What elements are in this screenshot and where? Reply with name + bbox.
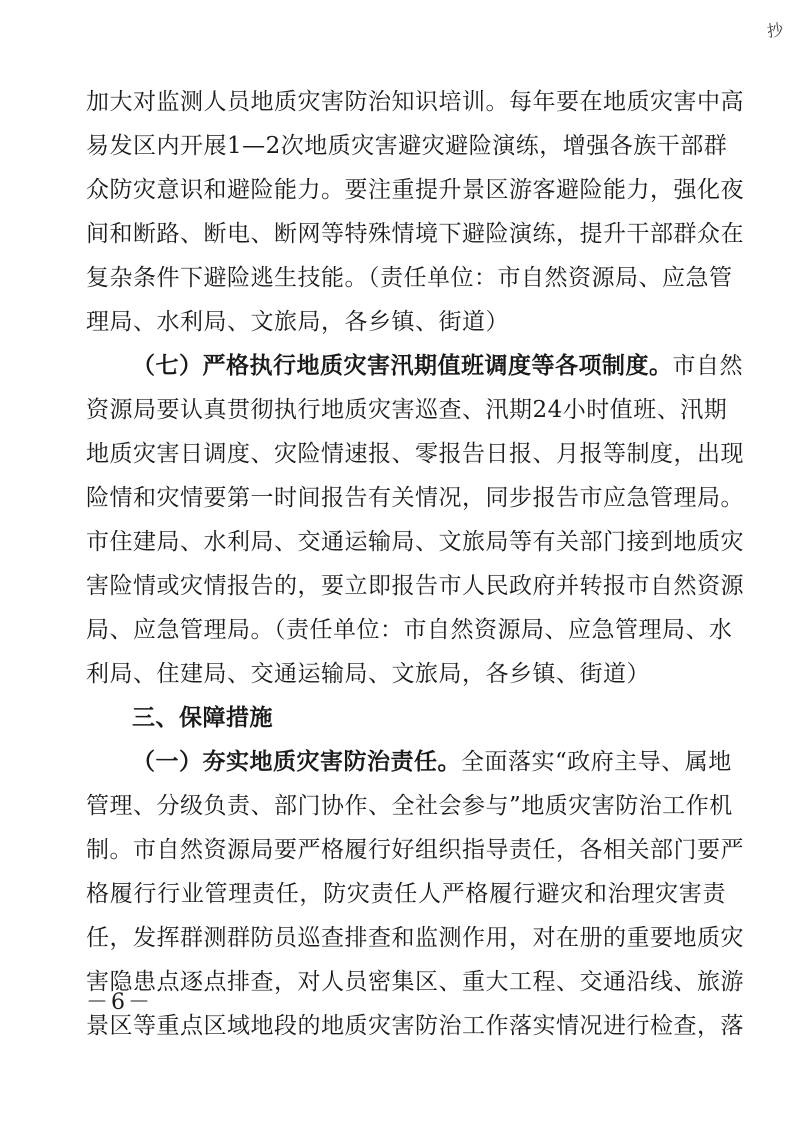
- paragraph-line: 间和断路、断电、断网等特殊情境下避险演练，提升干部群众在: [86, 221, 744, 247]
- handwritten-mark: 抄: [765, 19, 785, 42]
- paragraph-line: 市住建局、水利局、交通运输局、文旅局等有关部门接到地质灾: [86, 529, 744, 555]
- paragraph-line: 任，发挥群测群防员巡查排查和监测作用，对在册的重要地质灾: [86, 925, 744, 951]
- paragraph-line: 格履行行业管理责任，防灾责任人严格履行避灾和治理灾害责: [86, 881, 726, 907]
- paragraph-line: 资源局要认真贯彻执行地质灾害巡查、汛期24小时值班、汛期: [86, 397, 728, 423]
- paragraph-line: 害险情或灾情报告的，要立即报告市人民政府并转报市自然资源: [86, 573, 744, 599]
- paragraph-line: 局、应急管理局。（责任单位：市自然资源局、应急管理局、水: [86, 617, 733, 643]
- paragraph-line: 理局、水利局、文旅局，各乡镇、街道）: [86, 309, 509, 335]
- paragraph-line: 害隐患点逐点排查，对人员密集区、重大工程、交通沿线、旅游: [86, 969, 744, 995]
- paragraph-line: 利局、住建局、交通运输局、文旅局，各乡镇、街道）: [86, 661, 650, 687]
- section-seven-heading: （七）严格执行地质灾害汛期值班调度等各项制度。: [132, 353, 673, 379]
- paragraph-line: 景区等重点区域地段的地质灾害防治工作落实情况进行检查，落: [86, 1013, 744, 1039]
- paragraph-line: 易发区内开展1—2次地质灾害避灾避险演练，增强各族干部群: [86, 133, 728, 159]
- paragraph-line: 制。市自然资源局要严格履行好组织指导责任，各相关部门要严: [86, 837, 744, 863]
- section-one-first-line: [86, 740, 732, 784]
- paragraph-line: 加大对监测人员地质灾害防治知识培训。每年要在地质灾害中高: [86, 89, 744, 115]
- paragraph-line: 险情和灾情要第一时间报告有关情况，同步报告市应急管理局。: [86, 485, 744, 511]
- body-text: [86, 80, 744, 1048]
- paragraph-line: 众防灾意识和避险能力。要注重提升景区游客避险能力，强化夜: [86, 177, 744, 203]
- section-one-lead-tail: 全面落实“政府主导、属地: [461, 749, 732, 775]
- section-one-heading: （一）夯实地质灾害防治责任。: [132, 749, 461, 775]
- section-heading: 三、保障措施: [132, 705, 273, 731]
- section-seven-first-line: [86, 344, 743, 388]
- paragraph-line: 复杂条件下避险逃生技能。（责任单位：市自然资源局、应急管: [86, 265, 733, 291]
- page-number: －6－: [86, 990, 153, 1015]
- paragraph-line: 地质灾害日调度、灾险情速报、零报告日报、月报等制度，出现: [86, 441, 744, 467]
- paragraph-line: 管理、分级负责、部门协作、全社会参与”地质灾害防治工作机: [86, 793, 733, 819]
- section-seven-lead-tail: 市自然: [672, 353, 743, 379]
